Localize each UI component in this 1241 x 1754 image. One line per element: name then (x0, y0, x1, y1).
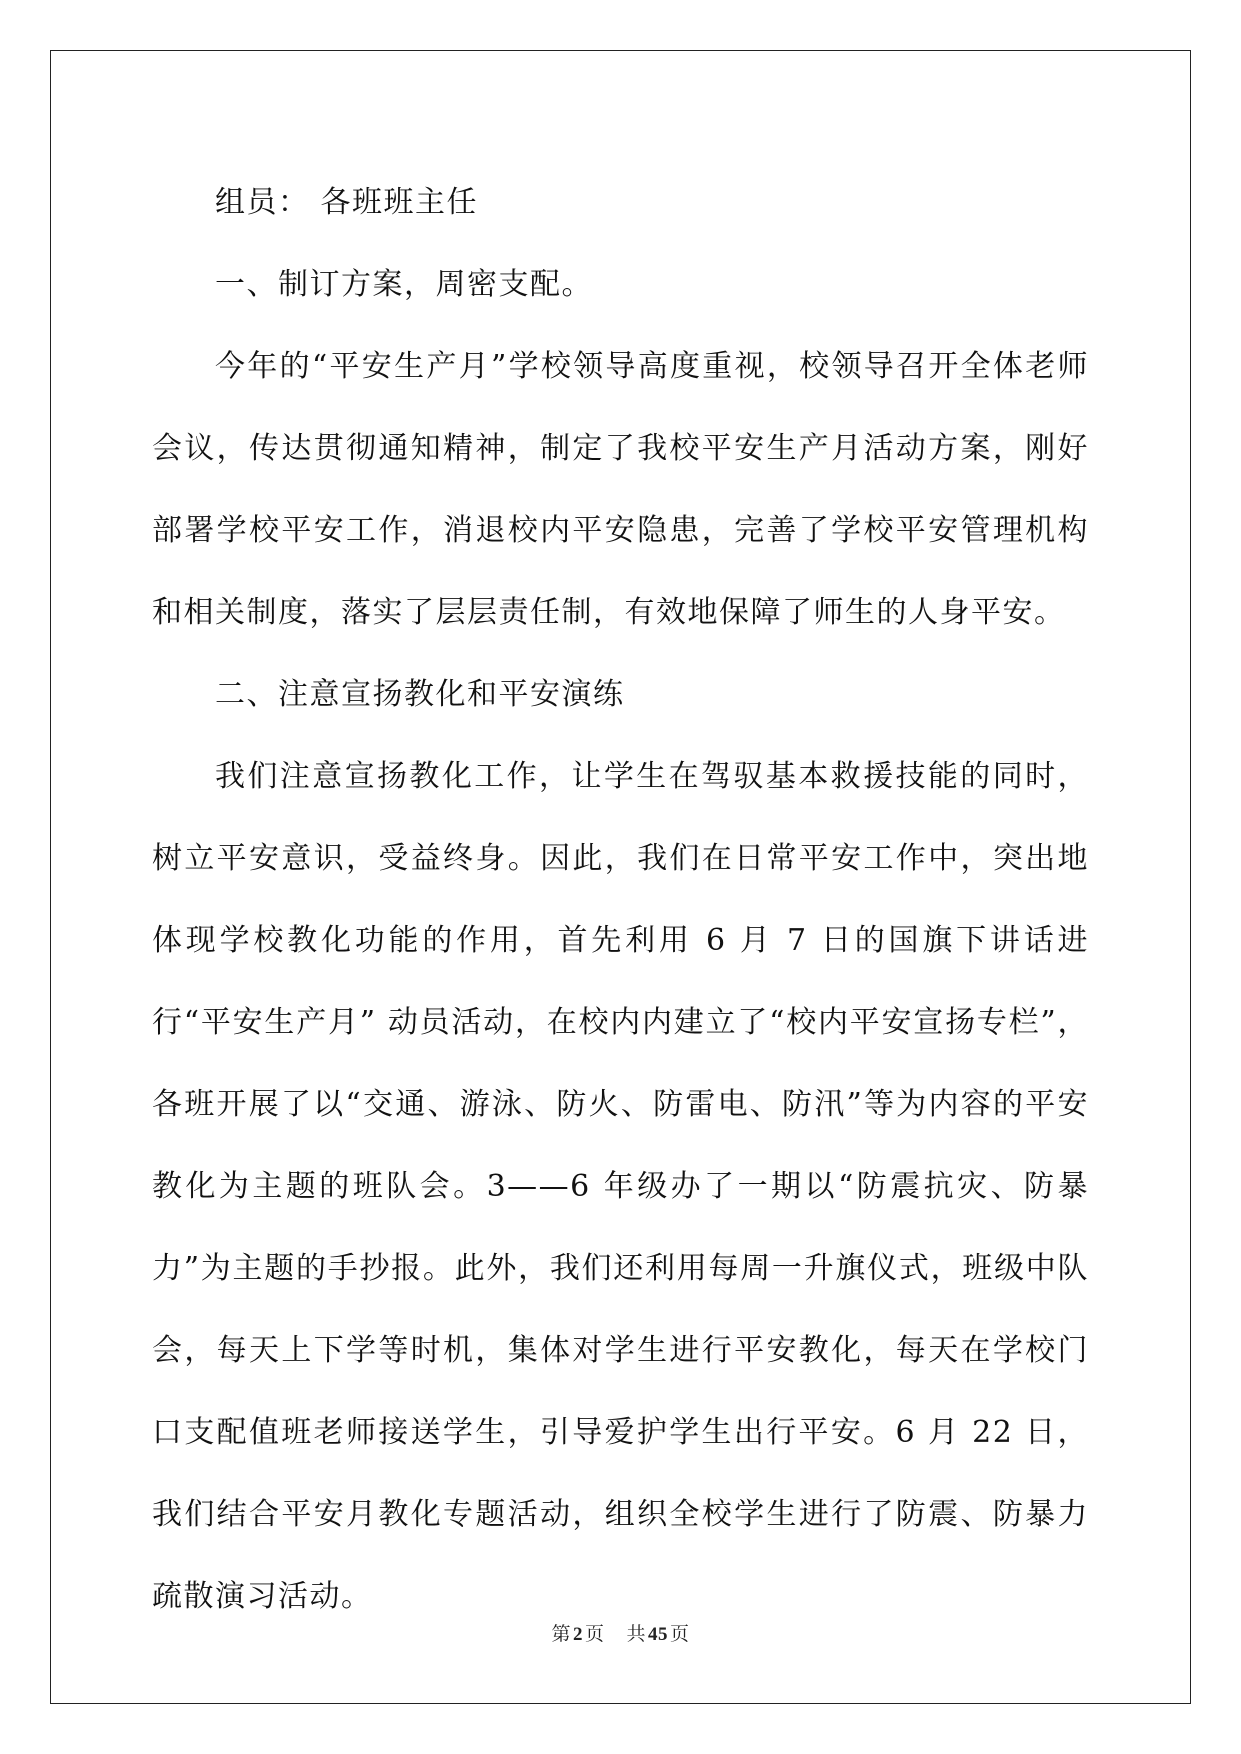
paragraph-section-1: 今年的“平安生产月”学校领导高度重视，校领导召开全体老师会议，传达贯彻通知精神，制定了我校平安生产月活动方案，刚好部署学校平安工作，消退校内平安隐患，完善了学校平安管理机构和相关制度，落实了层层责任制，有效地保障了师生的人身平安。 (152, 349, 1089, 630)
paragraph-section-2: 我们注意宣扬教化工作，让学生在驾驭基本救援技能的同时，树立平安意识，受益终身。因此，我们在日常平安工作中，突出地体现学校教化功能的作用，首先利用 6 月 7 日的国旗下讲话进行“平安生产月” 动员活动，在校内内建立了“校内平安宣扬专栏”，各班开展了以“交通、游泳、防火、防雷电、防汛”等为内容的平安教化为主题的班队会。3——6 年级办了一期以“防震抗灾、防暴力”为主题的手抄报。此外，我们还利用每周一升旗仪式，班级中队会，每天上下学等时机，集体对学生进行平安教化，每天在学校门口支配值班老师接送学生，引导爱护学生出行平安。6 月 22 日，我们结合平安月教化专题活动，组织全校学生进行了防震、防暴力疏散演习活动。 (152, 759, 1089, 1614)
page-prefix: 第 (551, 1623, 571, 1645)
heading-section-2: 二、注意宣扬教化和平安演练 (215, 677, 625, 712)
page-number: 2 (572, 1624, 583, 1645)
total-prefix: 共 (626, 1623, 647, 1645)
heading-section-1: 一、制订方案，周密支配。 (215, 267, 593, 302)
page-suffix: 页 (584, 1623, 605, 1645)
total-pages: 45 (648, 1624, 669, 1645)
total-suffix: 页 (670, 1623, 690, 1645)
paragraph-members: 组员： 各班班主任 (215, 185, 479, 220)
page-footer (0, 1619, 1241, 1646)
document-body (152, 162, 1089, 1638)
